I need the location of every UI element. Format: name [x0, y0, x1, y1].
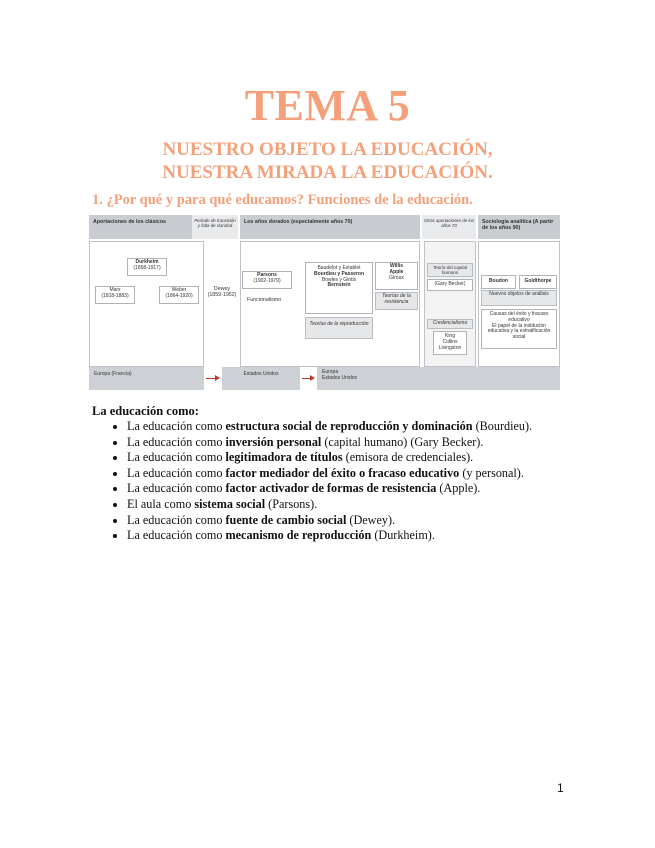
footer-europa-eeuu: Europa Estados Unidos	[317, 367, 560, 390]
list-item: • La educación como inversión personal (capital humano) (Gary Becker).	[127, 435, 597, 451]
dewey-label: Dewey (1859-1952)	[207, 286, 237, 299]
analysis-objects-box: Causas del éxito y fracaso educativo El papel de la institución educativa y la estratificación social	[481, 309, 557, 349]
footer-europa-francia: Europa (Francia)	[89, 367, 204, 390]
marx-box: Marx (1818-1883)	[95, 286, 135, 304]
list-item: • El aula como sistema social (Parsons).	[127, 497, 597, 513]
funcionalismo-label: Funcionalismo	[247, 297, 282, 303]
weber-box: Weber (1864-1920)	[159, 286, 199, 304]
list-item: • La educación como estructura social de reproducción y dominación (Bourdieu).	[127, 419, 597, 435]
credencialismo-authors-box: King Collins Livingston	[433, 331, 467, 355]
credencialismo-box: Credencialismo	[427, 319, 473, 329]
functions-list	[110, 419, 597, 544]
arrow-1-head	[215, 375, 220, 381]
col2-header: Período de transición y falta de claridad	[192, 215, 238, 239]
list-item: • La educación como legitimadora de títulos (emisora de credenciales).	[127, 450, 597, 466]
capital-humano-box: Teoría del capital humano	[427, 263, 473, 277]
teorias-reproduccion-box: Teorías de la reproducción	[305, 317, 373, 339]
document-subtitle-line2: NUESTRA MIRADA LA EDUCACIÓN.	[162, 162, 493, 183]
becker-box: (Gary Becker)	[427, 279, 473, 291]
list-item: • La educación como factor mediador del éxito o fracaso educativo (y personal).	[127, 466, 597, 482]
list-item: • La educación como mecanismo de reproducción (Durkheim).	[127, 528, 597, 544]
arrow-2-head	[310, 375, 315, 381]
page-number: 1	[557, 781, 564, 795]
section-heading: 1. ¿Por qué y para qué educamos? Funciones de la educación.	[92, 192, 473, 208]
goldthorpe-box: Goldthorpe	[519, 275, 557, 289]
list-heading: La educación como:	[92, 404, 199, 418]
parsons-box: Parsons (1902-1979)	[242, 271, 292, 289]
resistance-authors-box: Willis Apple Giroux	[375, 262, 418, 290]
reproduction-authors-box: Baudelot y Establet Bourdieu y Passeron Bowles y Gintis Bernstein	[305, 262, 373, 314]
nuevos-objetos-box: Nuevos objetos de análisis	[481, 290, 557, 306]
col4-header: Otras aportaciones de los años 70	[422, 215, 476, 239]
document-subtitle-line1: NUESTRO OBJETO LA EDUCACIÓN,	[162, 139, 493, 160]
col1-header: Aportaciones de los clásicos	[89, 215, 192, 239]
durkheim-box: Durkheim (1858-1917)	[127, 258, 167, 276]
boudon-box: Boudon	[481, 275, 516, 289]
list-item: • La educación como factor activador de formas de resistencia (Apple).	[127, 481, 597, 497]
sociology-timeline-diagram	[89, 215, 560, 390]
document-title: TEMA 5	[244, 81, 411, 130]
col5-header: Sociología analítica (A partir de los años 90)	[478, 215, 560, 239]
footer-estados-unidos: Estados Unidos	[222, 367, 300, 390]
list-item: • La educación como fuente de cambio social (Dewey).	[127, 513, 597, 529]
teorias-resistencia-box: Teorías de la resistencia	[375, 292, 418, 310]
col3-header: Los años dorados (especialmente años 70)	[240, 215, 420, 239]
